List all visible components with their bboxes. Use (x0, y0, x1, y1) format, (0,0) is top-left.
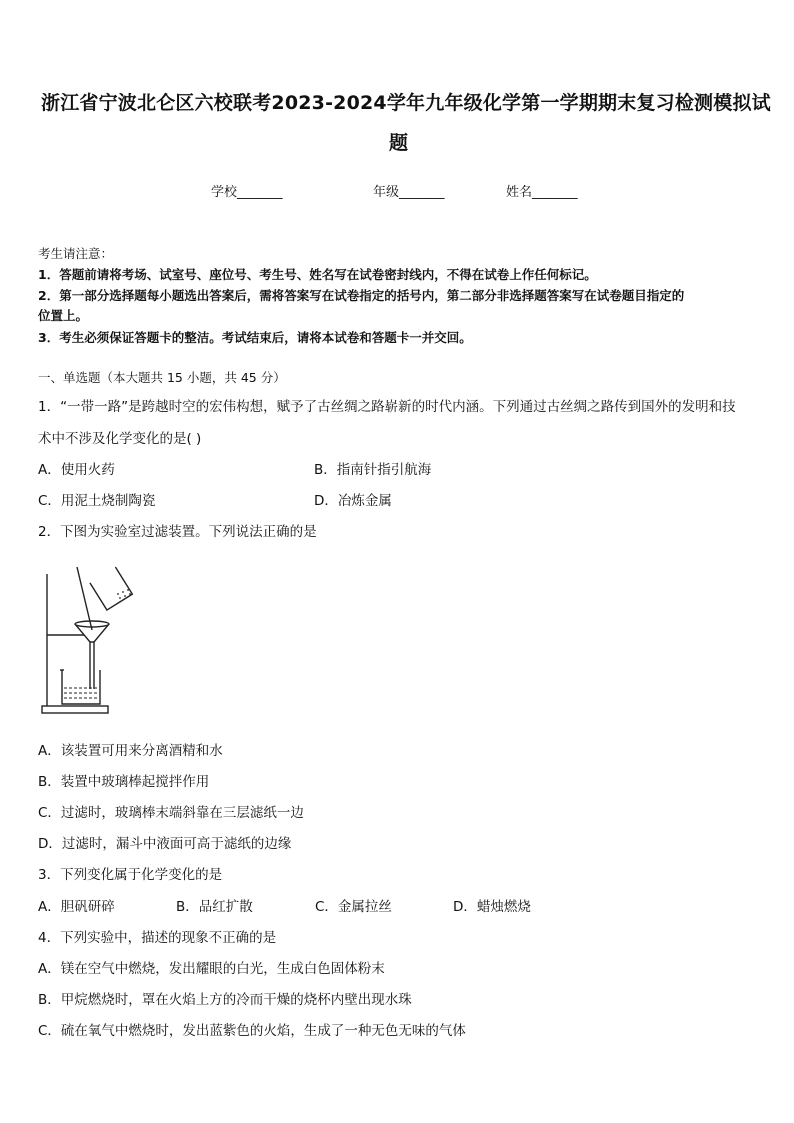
question-4-stem: 4．下列实验中，描述的现象不正确的是 (38, 930, 277, 946)
school-field: 学校_______ (211, 185, 283, 200)
stand-base (42, 706, 108, 713)
funnel-ring (75, 621, 109, 627)
section-heading: 一、单选题（本大题共 15 小题，共 45 分） (38, 370, 286, 385)
question-1-option-b: B．指南针指引航海 (314, 462, 432, 478)
notice-item-1: 1．答题前请将考场、试室号、座位号、考生号、姓名写在试卷密封线内，不得在试卷上作任何标记。 (38, 267, 597, 282)
grade-field: 年级_______ (373, 185, 445, 200)
question-4-option-a: A．镁在空气中燃烧，发出耀眼的白光，生成白色固体粉末 (38, 961, 385, 977)
question-3-option-b: B．品红扩散 (176, 899, 253, 915)
question-1-stem-line2: 术中不涉及化学变化的是( ) (38, 431, 202, 447)
question-3-option-c: C．金属拉丝 (315, 899, 392, 915)
page-title-line1: 浙江省宁波北仑区六校联考2023-2024学年九年级化学第一学期期末复习检测模拟试 (41, 92, 771, 114)
question-2-option-c: C．过滤时，玻璃棒末端斜靠在三层滤纸一边 (38, 805, 304, 821)
question-2-stem: 2．下图为实验室过滤装置。下列说法正确的是 (38, 524, 317, 540)
question-1-option-a: A．使用火药 (38, 462, 115, 478)
question-4-option-c: C．硫在氧气中燃烧时，发出蓝紫色的火焰，生成了一种无色无味的气体 (38, 1023, 466, 1039)
question-2-option-d: D．过滤时，漏斗中液面可高于滤纸的边缘 (38, 836, 292, 852)
notice-item-2-line1: 2．第一部分选择题每小题选出答案后，需将答案写在试卷指定的括号内，第二部分非选择题答案写在试卷题目指定的 (38, 288, 685, 303)
notice-item-3: 3．考生必须保证答题卡的整洁。考试结束后，请将本试卷和答题卡一并交回。 (38, 330, 472, 345)
question-2-option-b: B．装置中玻璃棒起搅拌作用 (38, 774, 210, 790)
filtration-apparatus-figure (40, 562, 145, 720)
page-title-line2: 题 (389, 132, 409, 154)
question-2-option-a: A．该装置可用来分离酒精和水 (38, 743, 223, 759)
question-1-option-d: D．冶炼金属 (314, 493, 392, 509)
question-4-option-b: B．甲烷燃烧时，罩在火焰上方的冷而干燥的烧杯内壁出现水珠 (38, 992, 412, 1008)
name-field: 姓名_______ (506, 185, 578, 200)
question-1-stem-line1: 1．“一带一路”是跨越时空的宏伟构想，赋予了古丝绸之路崭新的时代内涵。下列通过古丝绸之路传到国外的发明和技 (38, 399, 736, 415)
question-3-option-a: A．胆矾研碎 (38, 899, 115, 915)
pouring-beaker (90, 567, 132, 610)
question-1-option-c: C．用泥土烧制陶瓷 (38, 493, 156, 509)
question-3-option-d: D．蜡烛燃烧 (453, 899, 531, 915)
notice-item-2-line2: 位置上。 (38, 308, 89, 323)
question-3-stem: 3．下列变化属于化学变化的是 (38, 867, 223, 883)
notice-heading: 考生请注意： (38, 246, 114, 261)
